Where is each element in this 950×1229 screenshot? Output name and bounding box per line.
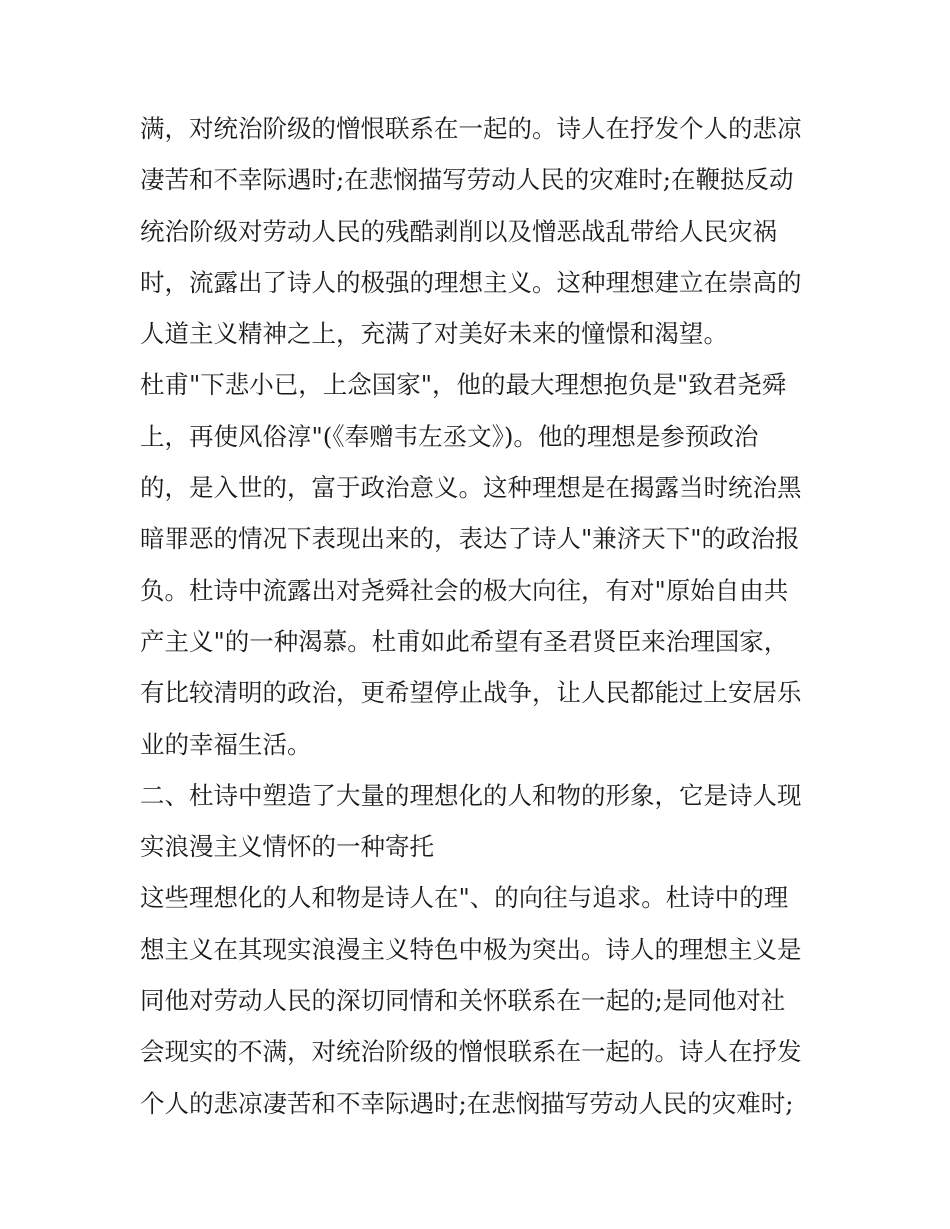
text-line: 时，流露出了诗人的极强的理想主义。这种理想建立在崇高的 [140,267,802,297]
text-line: 这些理想化的人和物是诗人在"、的向往与追求。杜诗中的理 [140,883,789,913]
text-line: 暗罪恶的情况下表现出来的，表达了诗人"兼济天下"的政治报 [140,524,800,554]
text-line: 想主义在其现实浪漫主义特色中极为突出。诗人的理想主义是 [140,934,802,964]
text-line: 有比较清明的政治，更希望停止战争，让人民都能过上安居乐 [140,678,802,708]
text-line: 的，是入世的，富于政治意义。这种理想是在揭露当时统治黑 [140,473,802,503]
body-text [140,103,820,1129]
text-line: 统治阶级对劳动人民的残酷剥削以及憎恶战乱带给人民灾祸 [140,216,777,246]
text-line: 上，再使风俗淳"(《奉赠韦左丞文》)。他的理想是参预政治 [140,421,759,451]
text-line: 杜甫"下悲小已，上念国家"，他的最大理想抱负是"致君尧舜 [140,370,787,400]
section-heading-line: 实浪漫主义情怀的一种寄托 [140,832,434,862]
text-line: 同他对劳动人民的深切同情和关怀联系在一起的;是同他对社 [140,986,786,1016]
section-heading-line: 二、杜诗中塑造了大量的理想化的人和物的形象，它是诗人现 [140,780,802,810]
text-line: 产主义"的一种渴慕。杜甫如此希望有圣君贤臣来治理国家， [140,626,789,656]
text-line: 业的幸福生活。 [140,729,312,759]
text-line: 人道主义精神之上，充满了对美好未来的憧憬和渴望。 [140,319,728,349]
text-line: 会现实的不满，对统治阶级的憎恨联系在一起的。诗人在抒发 [140,1037,802,1067]
text-line: 凄苦和不幸际遇时;在悲悯描写劳动人民的灾难时;在鞭挞反动 [140,165,794,195]
text-line: 满，对统治阶级的憎恨联系在一起的。诗人在抒发个人的悲凉 [140,114,802,143]
text-line: 个人的悲凉凄苦和不幸际遇时;在悲悯描写劳动人民的灾难时; [140,1088,794,1118]
text-line: 负。杜诗中流露出对尧舜社会的极大向往，有对"原始自由共 [140,575,789,605]
